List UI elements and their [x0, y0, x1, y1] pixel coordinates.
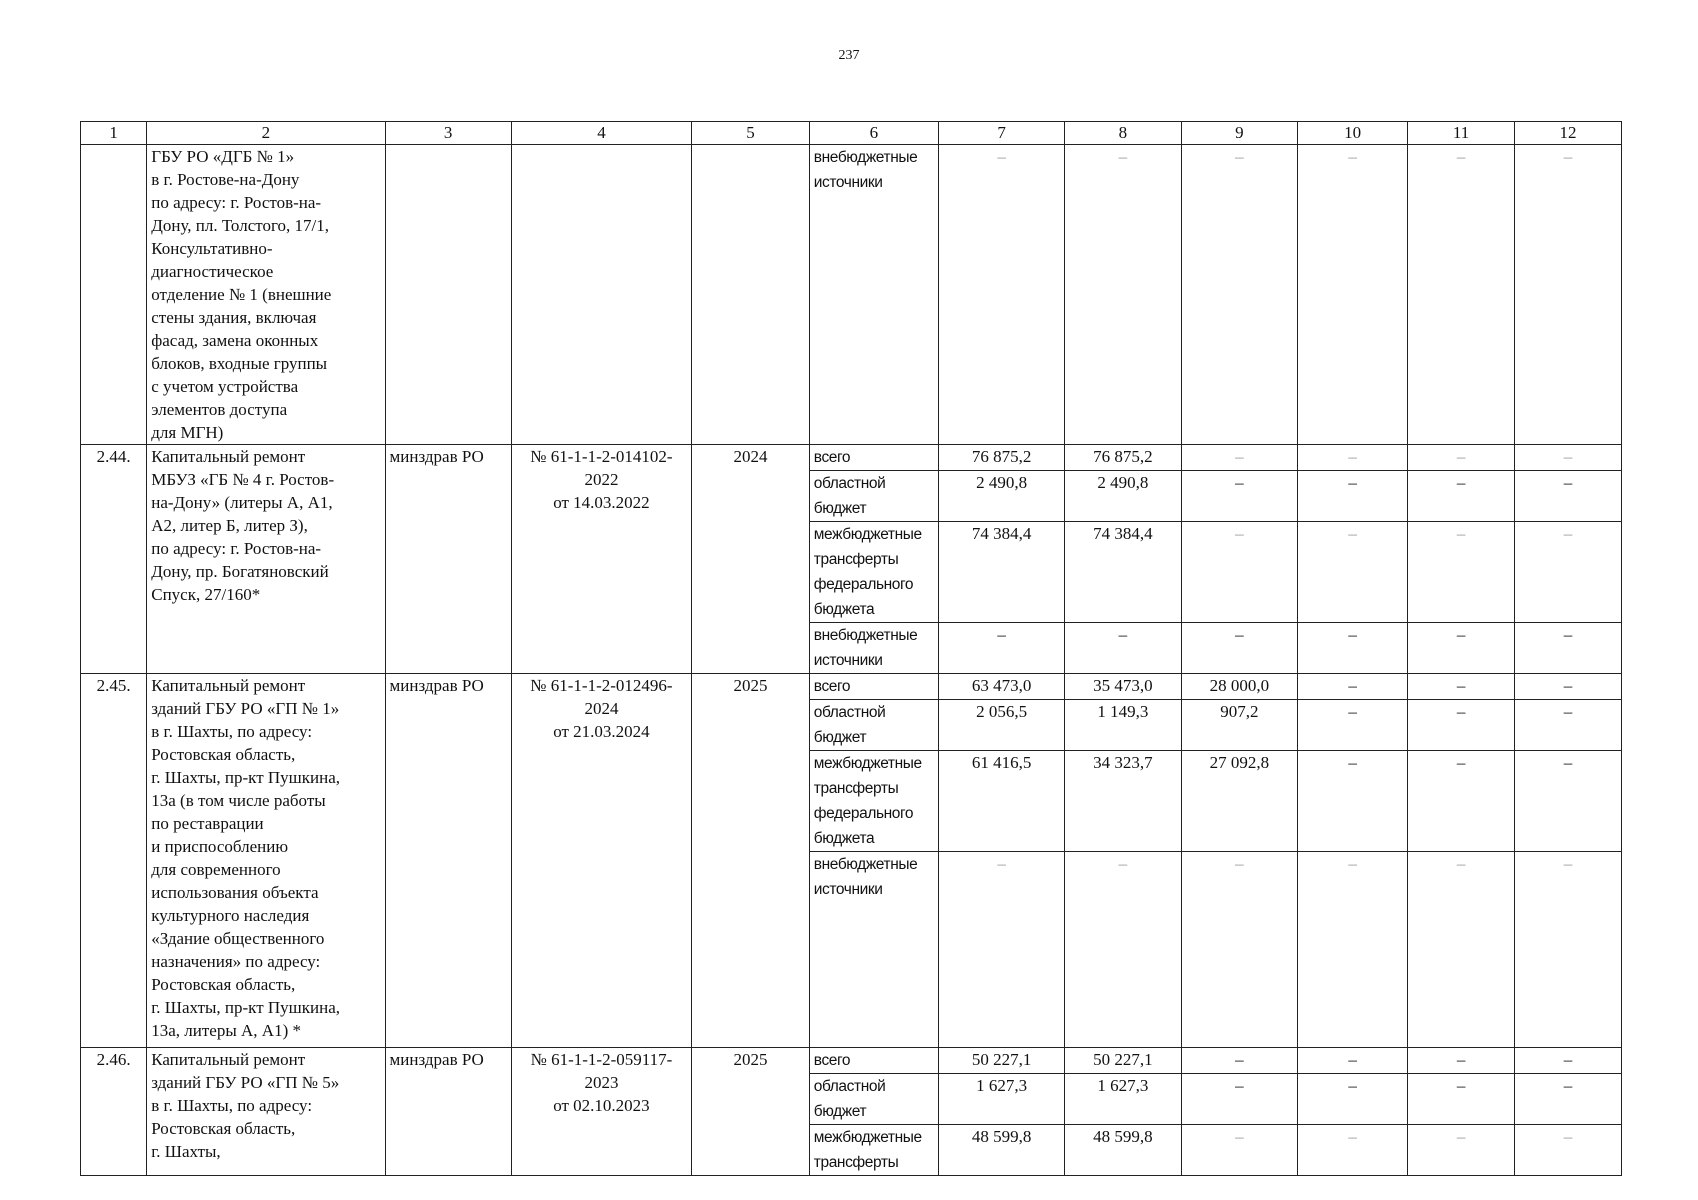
column-header: 10 [1298, 122, 1408, 145]
responsible-executor: минздрав РО [385, 674, 511, 1048]
amount-cell: – [1408, 623, 1515, 674]
amount-cell: – [1408, 145, 1515, 445]
amount-cell: – [1408, 471, 1515, 522]
column-header: 3 [385, 122, 511, 145]
amount-cell: – [1298, 522, 1408, 623]
completion-year: 2024 [692, 445, 810, 674]
column-header: 12 [1515, 122, 1622, 145]
column-header: 11 [1408, 122, 1515, 145]
amount-cell: – [1515, 522, 1622, 623]
funding-source: всего [809, 1048, 938, 1074]
funding-source: областной бюджет [809, 700, 938, 751]
funding-source: межбюджетные трансферты [809, 1125, 938, 1176]
amount-cell: – [1408, 445, 1515, 471]
funding-source: внебюджетные источники [809, 623, 938, 674]
amount-cell: – [1408, 1048, 1515, 1074]
amount-cell: – [1298, 145, 1408, 445]
amount-cell: 34 323,7 [1065, 751, 1181, 852]
amount-cell: 27 092,8 [1181, 751, 1297, 852]
amount-cell: 1 149,3 [1065, 700, 1181, 751]
amount-cell: 2 056,5 [939, 700, 1065, 751]
amount-cell: – [1298, 445, 1408, 471]
amount-cell: 35 473,0 [1065, 674, 1181, 700]
amount-cell: – [1298, 1074, 1408, 1125]
amount-cell: – [1298, 623, 1408, 674]
object-description: ГБУ РО «ДГБ № 1» в г. Ростове-на-Дону по адресу: г. Ростов-на- Дону, пл. Толстого, 17/1, Консультативно- диагностическое отделение № 1 (внешние стены здания, включая фасад, замена оконных блоков, входные группы с учетом устройства элементов доступа для МГН) [147, 145, 385, 445]
funding-source: всего [809, 445, 938, 471]
amount-cell: 74 384,4 [939, 522, 1065, 623]
column-header: 7 [939, 122, 1065, 145]
amount-cell: – [1181, 623, 1297, 674]
amount-cell: 76 875,2 [1065, 445, 1181, 471]
amount-cell: – [1515, 1074, 1622, 1125]
amount-cell: – [1181, 445, 1297, 471]
object-description: Капитальный ремонт зданий ГБУ РО «ГП № 1» в г. Шахты, по адресу: Ростовская область, г. Шахты, пр-кт Пушкина, 13а (в том числе работы по реставрации и приспособлению для современного использования объекта культурного наследия «Здание общественного назначения» по адресу: Ростовская область, г. Шахты, пр-кт Пушкина, 13а, литеры А, А1) * [147, 674, 385, 1048]
amount-cell: 50 227,1 [939, 1048, 1065, 1074]
row-number: 2.45. [81, 674, 147, 1048]
amount-cell: – [1298, 1048, 1408, 1074]
amount-cell: 61 416,5 [939, 751, 1065, 852]
row-number: 2.44. [81, 445, 147, 674]
amount-cell: – [1181, 522, 1297, 623]
amount-cell: – [1298, 471, 1408, 522]
amount-cell: – [1298, 1125, 1408, 1176]
column-header: 6 [809, 122, 938, 145]
amount-cell: – [1181, 852, 1297, 1048]
column-header: 2 [147, 122, 385, 145]
amount-cell: – [1065, 852, 1181, 1048]
amount-cell: 74 384,4 [1065, 522, 1181, 623]
amount-cell: – [1408, 700, 1515, 751]
column-header: 8 [1065, 122, 1181, 145]
amount-cell: – [1181, 1048, 1297, 1074]
amount-cell: – [1298, 700, 1408, 751]
project-code: № 61-1-1-2-012496- 2024 от 21.03.2024 [511, 674, 692, 1048]
amount-cell: 2 490,8 [939, 471, 1065, 522]
column-number-row [81, 122, 1622, 145]
amount-cell: – [1181, 1074, 1297, 1125]
row-number: 2.46. [81, 1048, 147, 1176]
amount-cell: 63 473,0 [939, 674, 1065, 700]
table-row [81, 674, 1622, 700]
funding-source: всего [809, 674, 938, 700]
column-header: 4 [511, 122, 692, 145]
amount-cell: – [1515, 1048, 1622, 1074]
amount-cell: – [1515, 471, 1622, 522]
project-code [511, 145, 692, 445]
amount-cell: – [1408, 1074, 1515, 1125]
project-code: № 61-1-1-2-014102- 2022 от 14.03.2022 [511, 445, 692, 674]
amount-cell: – [1515, 674, 1622, 700]
amount-cell: – [1065, 623, 1181, 674]
project-code: № 61-1-1-2-059117- 2023 от 02.10.2023 [511, 1048, 692, 1176]
table-row [81, 445, 1622, 471]
funding-source: областной бюджет [809, 1074, 938, 1125]
amount-cell: 28 000,0 [1181, 674, 1297, 700]
completion-year [692, 145, 810, 445]
funding-source: межбюджетные трансферты федерального бюджета [809, 522, 938, 623]
amount-cell: – [1515, 852, 1622, 1048]
completion-year: 2025 [692, 674, 810, 1048]
object-description: Капитальный ремонт МБУЗ «ГБ № 4 г. Ростов- на-Дону» (литеры А, А1, А2, литер Б, литер З), по адресу: г. Ростов-на- Дону, пр. Богатяновский Спуск, 27/160* [147, 445, 385, 674]
page-number: 237 [838, 48, 860, 63]
amount-cell: – [1408, 852, 1515, 1048]
amount-cell: – [939, 623, 1065, 674]
amount-cell: 2 490,8 [1065, 471, 1181, 522]
amount-cell: – [1515, 1125, 1622, 1176]
amount-cell: 48 599,8 [1065, 1125, 1181, 1176]
amount-cell: – [1515, 145, 1622, 445]
amount-cell: – [939, 145, 1065, 445]
table-row [81, 145, 1622, 445]
amount-cell: – [1408, 674, 1515, 700]
amount-cell: – [1298, 751, 1408, 852]
amount-cell: – [1515, 751, 1622, 852]
column-header: 5 [692, 122, 810, 145]
budget-table [80, 121, 1622, 1176]
amount-cell: – [1298, 674, 1408, 700]
object-description: Капитальный ремонт зданий ГБУ РО «ГП № 5» в г. Шахты, по адресу: Ростовская область, г. Шахты, [147, 1048, 385, 1176]
row-number [81, 145, 147, 445]
funding-source: областной бюджет [809, 471, 938, 522]
amount-cell: 1 627,3 [939, 1074, 1065, 1125]
amount-cell: – [1515, 623, 1622, 674]
completion-year: 2025 [692, 1048, 810, 1176]
responsible-executor [385, 145, 511, 445]
funding-source: внебюджетные источники [809, 852, 938, 1048]
responsible-executor: минздрав РО [385, 1048, 511, 1176]
amount-cell: – [1181, 145, 1297, 445]
funding-source: внебюджетные источники [809, 145, 938, 445]
amount-cell: – [939, 852, 1065, 1048]
amount-cell: – [1515, 445, 1622, 471]
amount-cell: 50 227,1 [1065, 1048, 1181, 1074]
amount-cell: 48 599,8 [939, 1125, 1065, 1176]
amount-cell: 76 875,2 [939, 445, 1065, 471]
amount-cell: 1 627,3 [1065, 1074, 1181, 1125]
responsible-executor: минздрав РО [385, 445, 511, 674]
amount-cell: – [1181, 471, 1297, 522]
amount-cell: – [1298, 852, 1408, 1048]
column-header: 9 [1181, 122, 1297, 145]
amount-cell: – [1065, 145, 1181, 445]
funding-source: межбюджетные трансферты федерального бюджета [809, 751, 938, 852]
table-row [81, 1048, 1622, 1074]
amount-cell: – [1408, 522, 1515, 623]
column-header: 1 [81, 122, 147, 145]
amount-cell: – [1181, 1125, 1297, 1176]
amount-cell: – [1408, 751, 1515, 852]
amount-cell: 907,2 [1181, 700, 1297, 751]
amount-cell: – [1515, 700, 1622, 751]
amount-cell: – [1408, 1125, 1515, 1176]
